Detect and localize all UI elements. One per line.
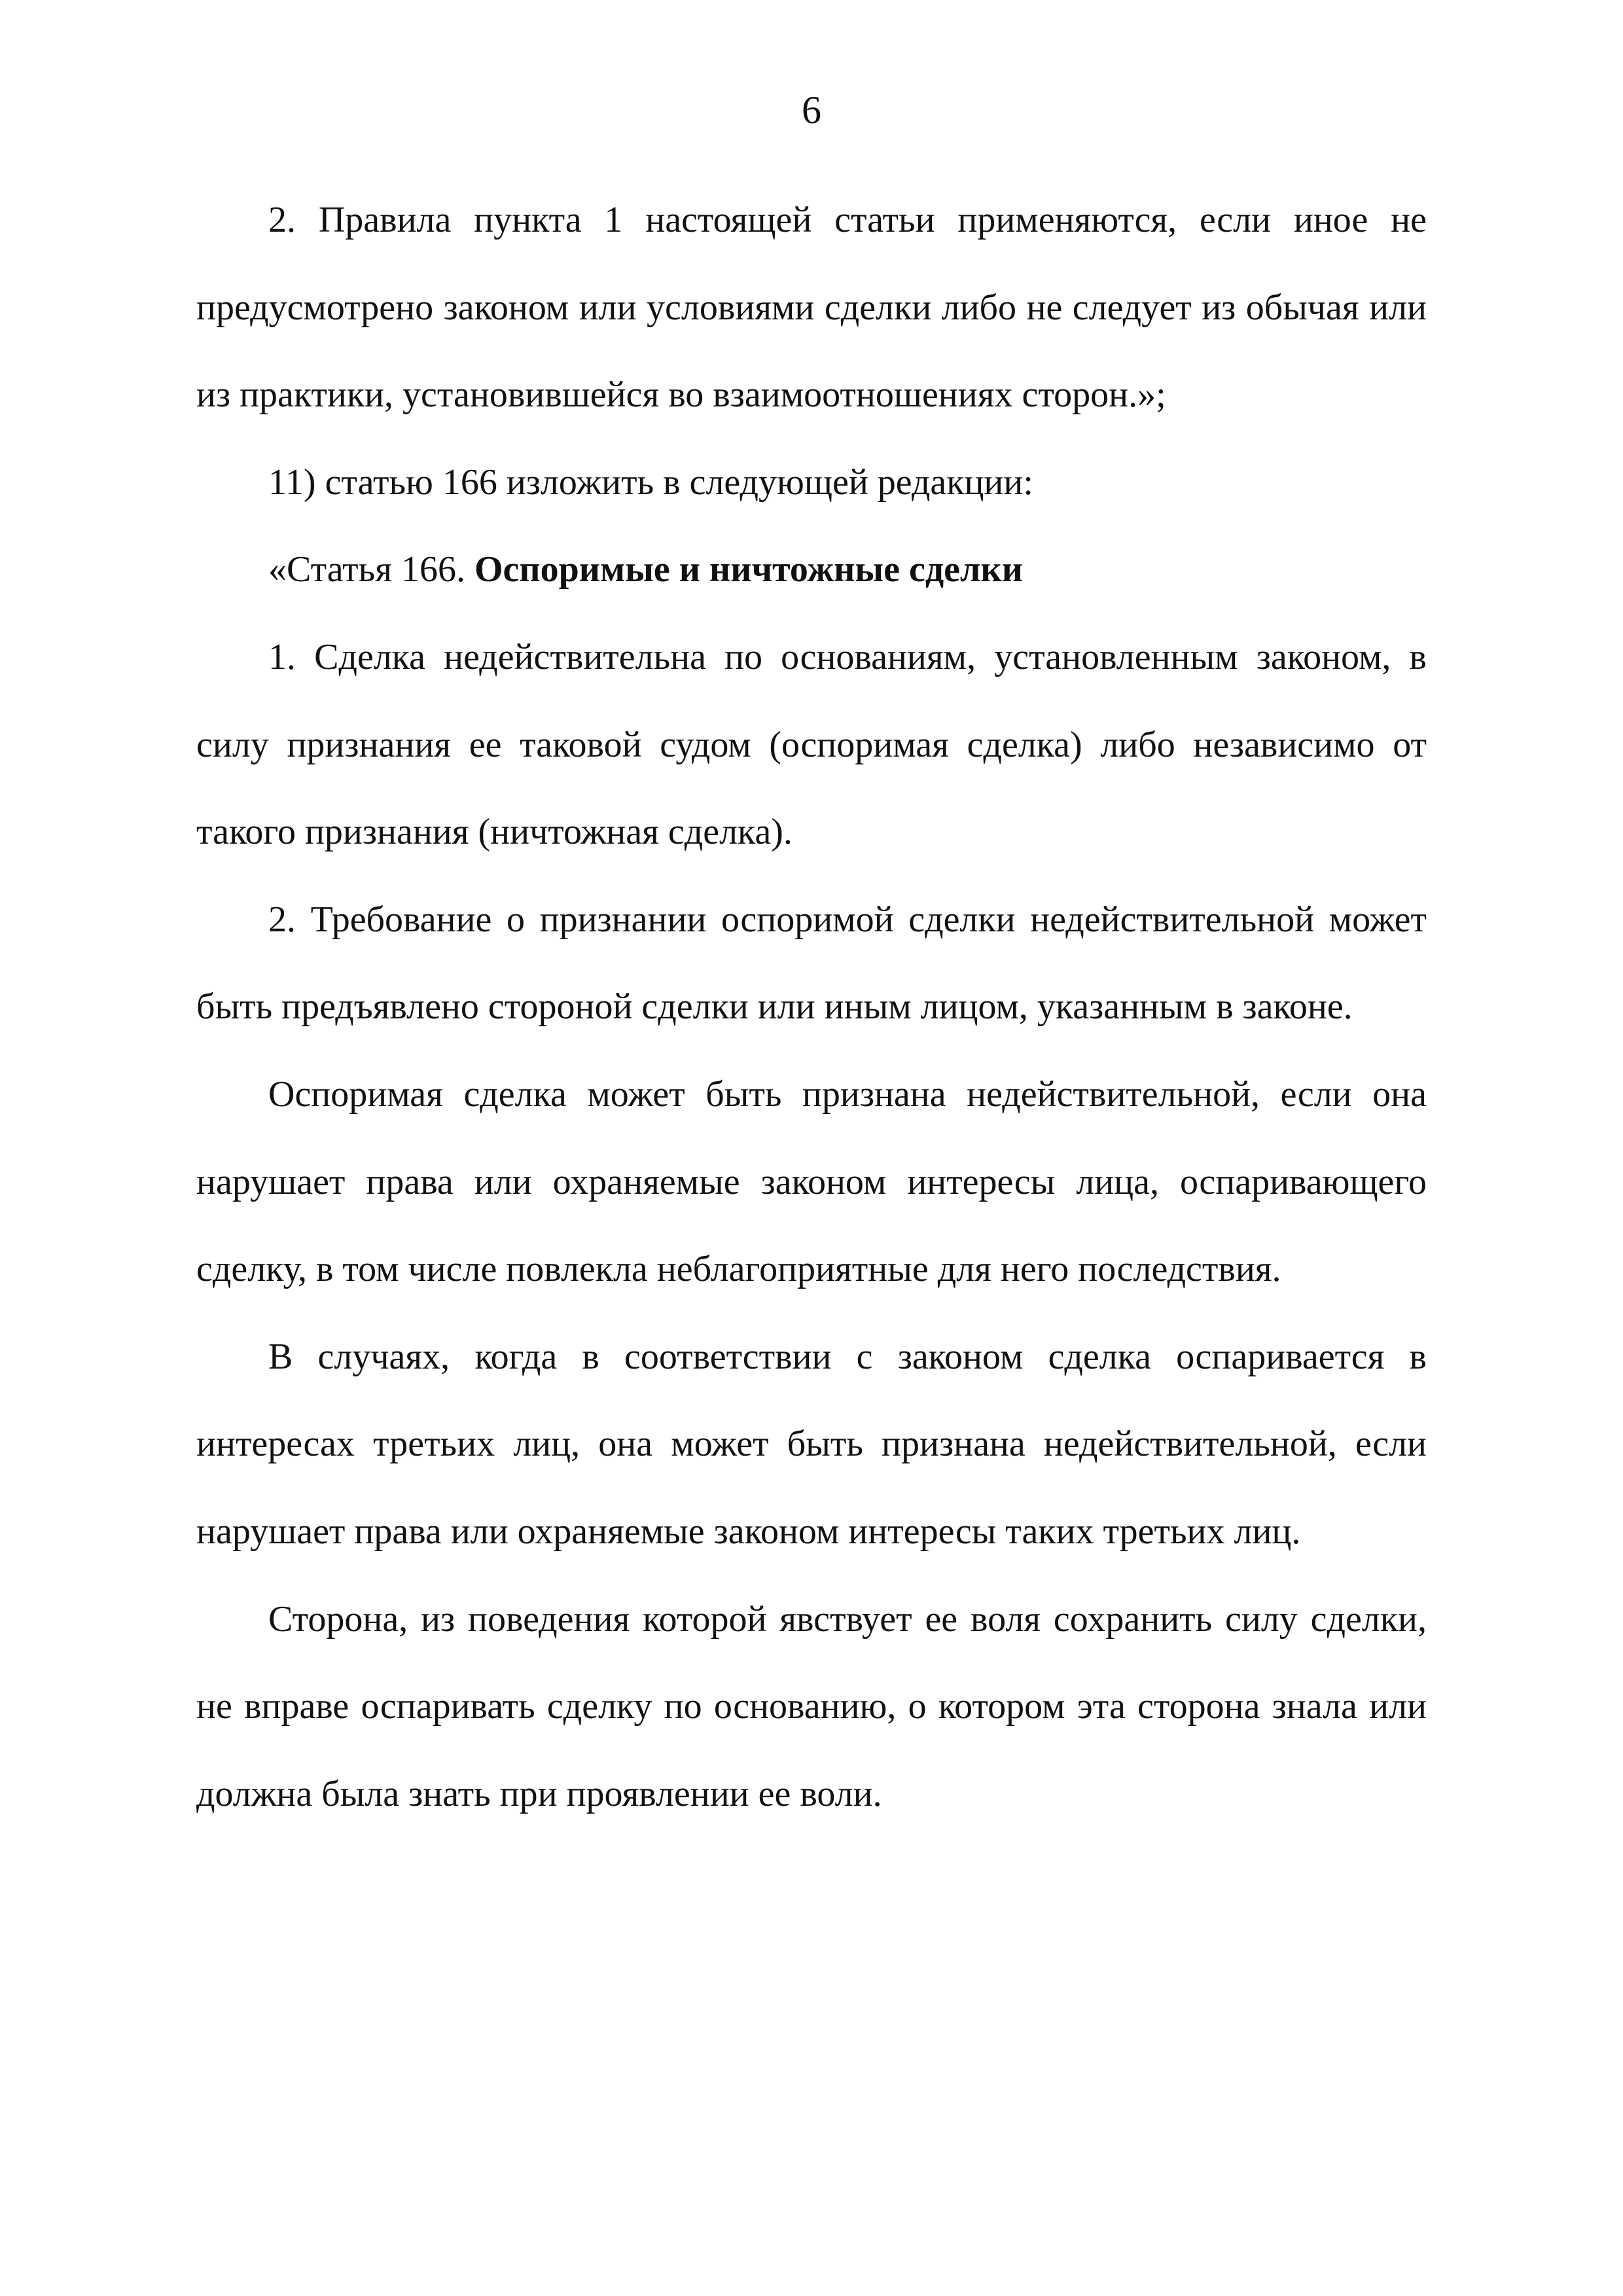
article-heading (196, 526, 1427, 614)
document-body (196, 177, 1427, 1838)
article-prefix: «Статья 166. (268, 549, 474, 590)
article-paragraph-2: 2. Требование о признании оспоримой сделки недействительной может быть предъявлено стороной сделки или иным лицом, указанным в законе. (196, 899, 1427, 1028)
article-paragraph-1: 1. Сделка недействительна по основаниям, установленным законом, в силу признания ее таковой судом (оспоримая сделка) либо независимо от такого признания (ничтожная сделка). (196, 636, 1427, 853)
article-paragraph-3: Оспоримая сделка может быть признана недействительной, если она нарушает права или охраняемые законом интересы лица, оспаривающего сделку, в том числе повлекла неблагоприятные для него последствия. (196, 1073, 1427, 1290)
page-number: 6 (802, 88, 821, 132)
paragraph-clause-2: 2. Правила пункта 1 настоящей статьи применяются, если иное не предусмотрено законом или условиями сделки либо не следует из обычая или из практики, установившейся во взаимоотношениях сторон.»; (196, 200, 1427, 416)
article-paragraph-4: В случаях, когда в соответствии с законом сделка оспаривается в интересах третьих лиц, она может быть признана недействительной, если нарушает права или охраняемые законом интересы таких третьих лиц. (196, 1336, 1427, 1552)
paragraph-amendment-11: 11) статью 166 изложить в следующей редакции: (268, 461, 1033, 503)
article-title: Оспоримые и ничтожные сделки (474, 549, 1023, 590)
article-paragraph-5: Сторона, из поведения которой явствует ее воля сохранить силу сделки, не вправе оспаривать сделку по основанию, о котором эта сторона знала или должна была знать при проявлении ее воли. (196, 1598, 1427, 1814)
